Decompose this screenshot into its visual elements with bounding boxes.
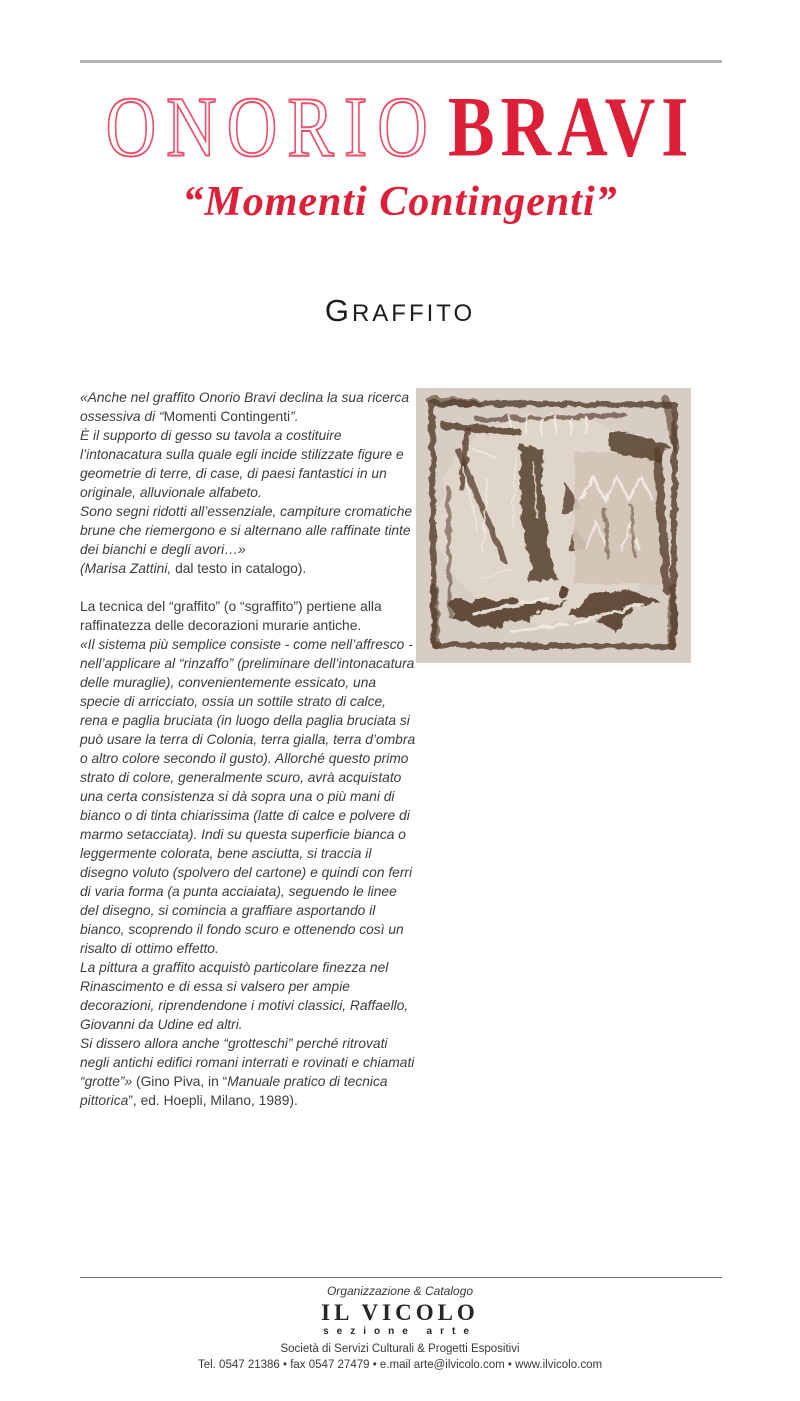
- section-heading-rest: RAFFITO: [351, 300, 476, 327]
- text-run: Si dissero allora anche “grotteschi” perché ritrovati negli antichi edifici romani interrati e rovinati e chiamati “grotte”»: [80, 1036, 415, 1089]
- text-run: La tecnica del “graffito” (o “sgraffito”) pertiene alla raffinatezza delle decorazioni murarie antiche.: [80, 599, 382, 633]
- paragraph: [80, 388, 416, 426]
- text-run: La pittura a graffito acquistò particolare finezza nel Rinascimento e di essa si valsero per ampie decorazioni, riprendendone i motivi classici, Raffaello, Giovanni da Udine ed altri.: [80, 960, 409, 1032]
- paragraph: [80, 635, 416, 958]
- footer-contact-info: Tel. 0547 21386 • fax 0547 27479 • e.mail arte@ilvicolo.com • www.ilvicolo.com: [197, 1359, 603, 1371]
- text-run: «Il sistema più semplice consiste - come nell’affresco - nell’applicare al “rinzaffo” (preliminare dell’intonacatura delle muraglie), convenientemente essicato, una specie di arricciato, ossia un sottile strato di calce, rena e paglia bruciata (in luogo della paglia bruciata si può usare la terra di Colonia, terra gialla, terra d’ombra o altro colore secondo il gusto). Allorché questo primo strato di colore, generalmente scuro, avrà acquistato una certa consistenza si dà sopra una o più mani di bianco o di tinta chiarissima (latte di calce e polvere di marmo setacciata). Indi su questa superficie bianca o leggermente colorata, bene asciutta, si traccia il disegno voluto (spolvero del cartone) e quindi con ferri di varia forma (a punta acciaiata), seguendo le linee del disegno, si comincia a graffiare asportando il bianco, scoprendo il fondo scuro e ottenendo così un risalto di ottimo effetto.: [80, 637, 416, 956]
- paragraph: [80, 502, 416, 559]
- paragraph: [80, 426, 416, 502]
- text-run: (Gino Piva, in “: [135, 1074, 228, 1089]
- text-run: Manuale pratico di tecnica pittorica: [80, 1074, 388, 1108]
- footer-company-description: Società di Servizi Culturali & Progetti Espositivi: [280, 1343, 520, 1355]
- text-run: Momenti Contingenti: [163, 409, 291, 424]
- paragraph: [80, 1034, 416, 1110]
- text-run: ”.: [290, 409, 299, 424]
- section-heading-graffito: [0, 292, 800, 329]
- artwork-image: [416, 388, 691, 663]
- article-paragraphs: [80, 388, 416, 1110]
- top-divider-rule: [80, 60, 722, 63]
- text-run: ”, ed. Hoepli, Milano, 1989).: [128, 1093, 298, 1108]
- exhibition-subtitle: “Momenti Contingenti”: [182, 179, 618, 225]
- paragraph: [80, 958, 416, 1034]
- artist-last-name: BRAVI: [447, 81, 695, 176]
- text-run: dal testo in catalogo).: [171, 561, 307, 576]
- text-run: «Anche nel graffito Onorio Bravi declina la sua ricerca ossessiva di “: [80, 390, 409, 424]
- artist-first-name: ONORIO: [105, 81, 438, 176]
- artist-title: [0, 81, 800, 176]
- section-heading-initial: G: [324, 293, 352, 328]
- il-vicolo-logo-subtitle: sezione arte: [323, 1326, 477, 1337]
- text-run: È il supporto di gesso su tavola a costituire l’intonacatura sulla quale egli incide stilizzate figure e geometrie di terre, di case, di paesi fantastici in un originale, alluvionale alfabeto.: [80, 428, 404, 500]
- main-content: [80, 388, 722, 1110]
- footer-organization-label: Organizzazione & Catalogo: [326, 1284, 474, 1298]
- footer: [0, 1284, 800, 1371]
- text-run: (Marisa Zattini,: [80, 561, 172, 576]
- graffito-artwork-graphic: [416, 388, 691, 663]
- paragraph: [80, 597, 416, 635]
- paragraph: [80, 559, 416, 578]
- il-vicolo-logo: IL VICOLO: [321, 1300, 479, 1325]
- text-run: Sono segni ridotti all’essenziale, campiture cromatiche brune che riemergono e si alternano alle raffinate tinte dei bianchi e degli avori…»: [80, 504, 413, 557]
- footer-divider-rule: [80, 1277, 722, 1278]
